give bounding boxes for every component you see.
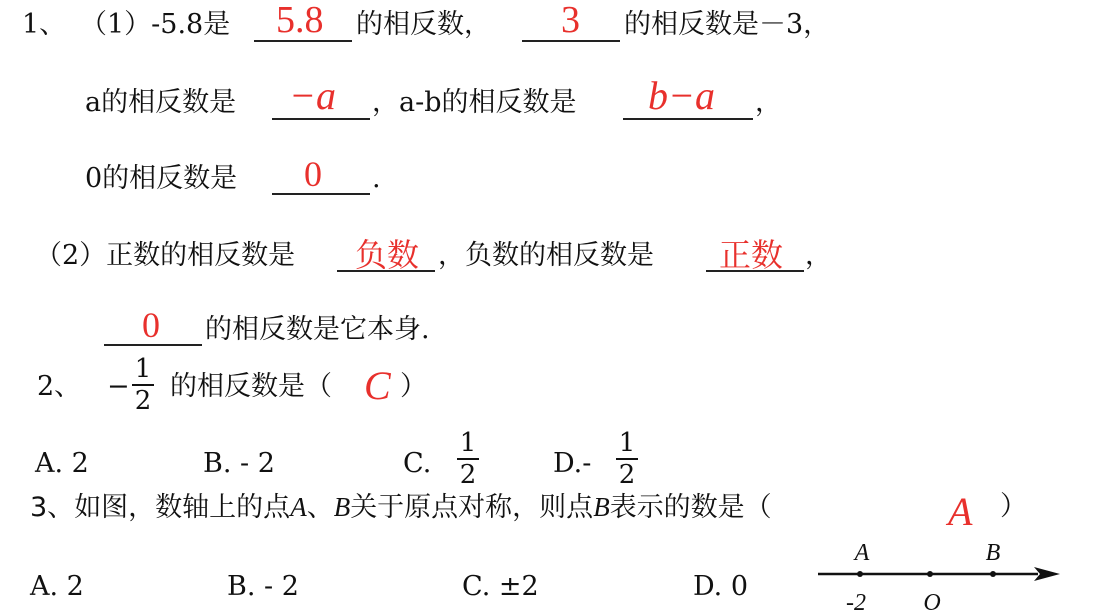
q2-minus: − <box>107 371 130 402</box>
q2-fraction-numerator: 1 <box>134 354 152 384</box>
q3-number: 3、 <box>30 492 75 523</box>
number-line-figure <box>810 535 1070 616</box>
q2-option-d-numerator: 1 <box>618 428 636 458</box>
q1-answer-5: 0 <box>304 154 322 194</box>
q3-separator: 、 <box>306 492 334 523</box>
q3-point-b-2: B <box>593 492 610 522</box>
q1-answer-6: 负数 <box>355 236 420 274</box>
q1-line3-a: 0的相反数是 <box>85 163 238 194</box>
q1-part1-open: （1）-5.8是 <box>80 9 231 40</box>
q2-option-b: B. - 2 <box>203 448 275 479</box>
q2-number: 2、 <box>37 371 82 402</box>
q2-option-d-fraction <box>616 430 638 488</box>
q2-option-c-numerator: 1 <box>459 428 477 458</box>
point-a-label: A <box>854 540 870 566</box>
q3-text-a: 如图，数轴上的点 <box>74 492 291 523</box>
q3-point-b: B <box>333 492 351 522</box>
tick-label-origin: O <box>923 590 941 616</box>
q1-part1-mid: 的相反数， <box>356 9 491 40</box>
q2-option-c-fraction <box>457 430 479 488</box>
q2-option-a: A. 2 <box>35 448 89 479</box>
q3-point-a: A <box>290 492 307 522</box>
q1-part2-open: （2）正数的相反数是 <box>35 240 296 271</box>
q1-line2-b: ，a-b的相反数是 <box>372 87 577 118</box>
tick-label-minus-2: -2 <box>846 590 866 616</box>
q3-answer: A <box>948 489 973 534</box>
q2-option-c-denominator: 2 <box>459 460 477 490</box>
q3-option-d: D. 0 <box>693 571 749 602</box>
q2-close: ） <box>400 371 427 402</box>
q1-answer-3: −a <box>289 73 336 118</box>
q3-text-b: 关于原点对称，则点 <box>350 492 594 523</box>
q1-answer-1: 5.8 <box>276 0 324 41</box>
q2-option-d-denominator: 2 <box>618 460 636 490</box>
q1-part2-mid: ，负数的相反数是 <box>438 240 654 271</box>
q2-text: 的相反数是（ <box>170 371 332 402</box>
q3-option-a: A. 2 <box>30 571 84 602</box>
q1-answer-4: b−a <box>648 73 715 118</box>
q2-answer: C <box>364 363 391 408</box>
q2-fraction-denominator: 2 <box>134 386 152 416</box>
point-b-dot <box>990 571 996 577</box>
q3-close: ） <box>1000 491 1027 522</box>
q1-part2-end: ， <box>805 240 832 271</box>
q1-answer-8: 0 <box>142 305 160 345</box>
q2-option-d-label: D.- <box>553 448 592 479</box>
q1-line5: 的相反数是它本身. <box>205 314 430 345</box>
q3-stem <box>30 490 772 525</box>
point-b-label: B <box>985 540 1001 566</box>
q1-line2-c: ， <box>755 87 782 118</box>
q2-option-c-label: C. <box>403 448 432 479</box>
point-a-dot <box>857 571 863 577</box>
q2-fraction <box>132 356 154 414</box>
q3-option-b: B. - 2 <box>227 571 299 602</box>
q3-text-c: 表示的数是（ <box>609 492 772 523</box>
q1-answer-7: 正数 <box>719 236 784 274</box>
q3-option-c: C. ±2 <box>462 571 539 602</box>
q1-answer-2: 3 <box>561 0 580 41</box>
q1-part1-end: 的相反数是－3， <box>624 9 831 40</box>
origin-dot <box>927 571 933 577</box>
q1-number: 1、 <box>22 9 67 40</box>
q1-line2-a: a的相反数是 <box>85 87 237 118</box>
q1-line3-b: . <box>372 163 381 194</box>
